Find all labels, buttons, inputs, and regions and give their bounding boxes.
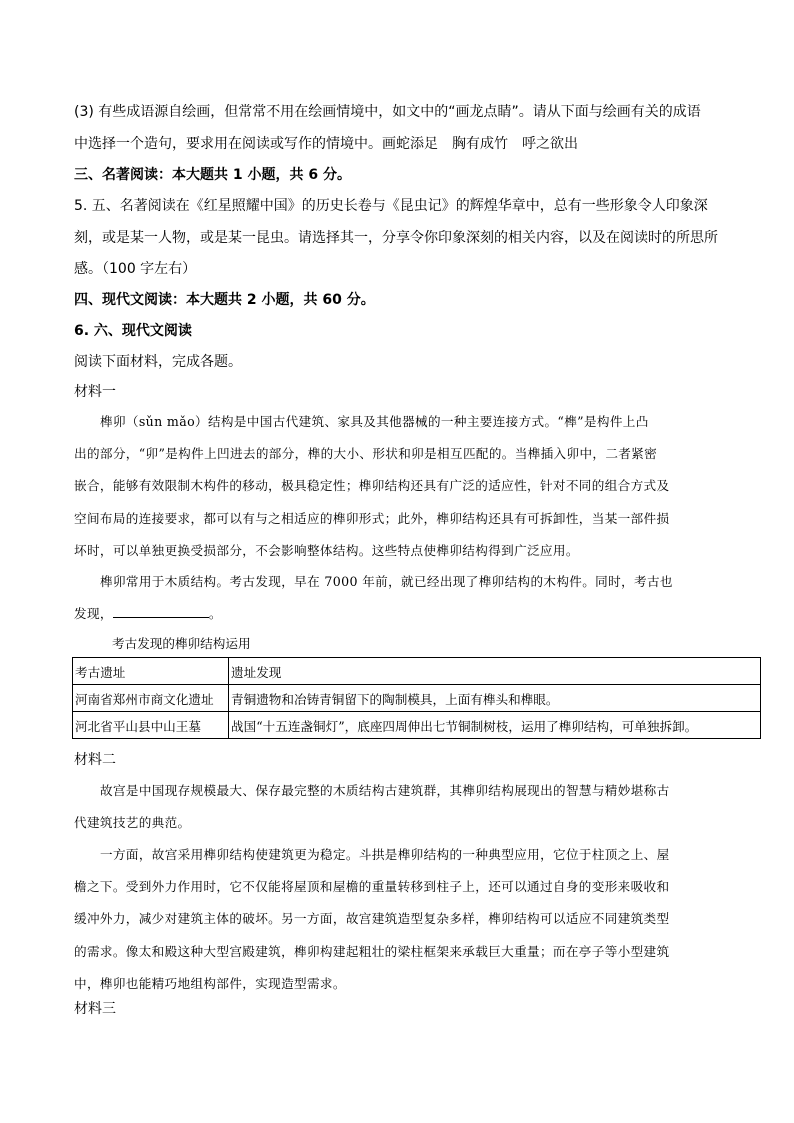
material-2-paragraph-2	[74, 839, 725, 1000]
paragraph-line: 榫卯（sǔn mǎo）结构是中国古代建筑、家具及其他器械的一种主要连接方式。“榫”是构件上凸	[100, 414, 649, 429]
reading-instruction: 阅读下面材料，完成各题。	[74, 354, 242, 370]
paragraph-line	[74, 598, 725, 630]
paragraph-line: 缓冲外力，减少对建筑主体的破坏。另一方面，故宫建筑造型复杂多样，榫卯结构可以适应不同建筑类型	[74, 911, 670, 927]
paragraph-line: 出的部分，“卯”是构件上凹进去的部分，榫的大小、形状和卯是相互匹配的。当榫插入卯中，二者紧密	[74, 446, 658, 462]
table-row	[73, 685, 761, 712]
table-caption: 考古发现的榫卯结构运用	[112, 636, 251, 651]
material-1-paragraph-1	[74, 406, 725, 567]
fill-in-blank[interactable]	[113, 605, 209, 618]
section-4-heading: 四、现代文阅读：本大题共 2 小题，共 60 分。	[74, 292, 375, 308]
table-row	[73, 712, 761, 739]
q3-line-2: 中选择一个造句，要求用在阅读或写作的情境中。画蛇添足 胸有成竹 呼之欲出	[74, 136, 578, 152]
paragraph-line: 空间布局的连接要求，都可以有与之相适应的榫卯形式；此外，榫卯结构还具有可拆卸性，当某一部件损	[74, 510, 670, 526]
table-header-row	[73, 658, 761, 685]
table-cell: 河北省平山县中山王墓	[73, 712, 229, 739]
table-header-cell: 遗址发现	[229, 658, 761, 685]
paragraph-line: 檐之下。受到外力作用时，它不仅能将屋顶和屋檐的重量转移到柱子上，还可以通过自身的变形来吸收和	[74, 879, 670, 895]
table-cell: 河南省郑州市商文化遗址	[73, 685, 229, 712]
paragraph-line: 榫卯常用于木质结构。考古发现，早在 7000 年前，就已经出现了榫卯结构的木构件。同时，考古也	[100, 574, 673, 589]
material-1-paragraph-2	[74, 566, 725, 630]
paragraph-line: 坏时，可以单独更换受损部分，不会影响整体结构。这些特点使榫卯结构得到广泛应用。	[74, 542, 579, 558]
q6-title: 6. 六、现代文阅读	[74, 323, 192, 339]
paragraph-line: 嵌合，能够有效限制木构件的移动，极具稳定性；榫卯结构还具有广泛的适应性，针对不同的组合方式及	[74, 478, 670, 494]
section-3-heading: 三、名著阅读：本大题共 1 小题，共 6 分。	[74, 167, 351, 183]
fill-prefix: 发现，	[74, 606, 113, 622]
q5-line-3: 感。（100 字左右）	[74, 261, 197, 277]
q5-line-2: 刻，或是某一人物，或是某一昆虫。请选择其一，分享令你印象深刻的相关内容，以及在阅读时的所思所	[74, 230, 718, 246]
material-3-label: 材料三	[74, 1001, 116, 1017]
q3-line-1: (3) 有些成语源自绘画，但常常不用在绘画情境中，如文中的“画龙点睛”。请从下面与绘画有关的成语	[74, 104, 701, 120]
fill-suffix: 。	[208, 606, 222, 622]
paragraph-line: 中，榫卯也能精巧地组构部件，实现造型需求。	[74, 975, 346, 991]
paragraph-line: 代建筑技艺的典范。	[74, 815, 191, 831]
paragraph-line: 的需求。像太和殿这种大型宫殿建筑，榫卯构建起粗壮的梁柱框架来承载巨大重量；而在亭子等小型建筑	[74, 943, 670, 959]
paragraph-line: 故宫是中国现存规模最大、保存最完整的木质结构古建筑群，其榫卯结构展现出的智慧与精妙堪称古	[100, 783, 670, 798]
material-2-paragraph-1	[74, 775, 725, 839]
q5-line-1: 5. 五、名著阅读在《红星照耀中国》的历史长卷与《昆虫记》的辉煌华章中，总有一些形象令人印象深	[74, 198, 708, 214]
material-2-label: 材料二	[74, 752, 116, 768]
material-1-label: 材料一	[74, 384, 116, 400]
table-cell: 青铜遗物和冶铸青铜留下的陶制模具，上面有榫头和榫眼。	[229, 685, 761, 712]
table-header-cell: 考古遗址	[73, 658, 229, 685]
archaeology-table	[72, 657, 761, 739]
table-cell: 战国“十五连盏铜灯”，底座四周伸出七节铜制树枝，运用了榫卯结构，可单独拆卸。	[229, 712, 761, 739]
paragraph-line: 一方面，故宫采用榫卯结构使建筑更为稳定。斗拱是榫卯结构的一种典型应用，它位于柱顶之上、屋	[100, 847, 670, 862]
